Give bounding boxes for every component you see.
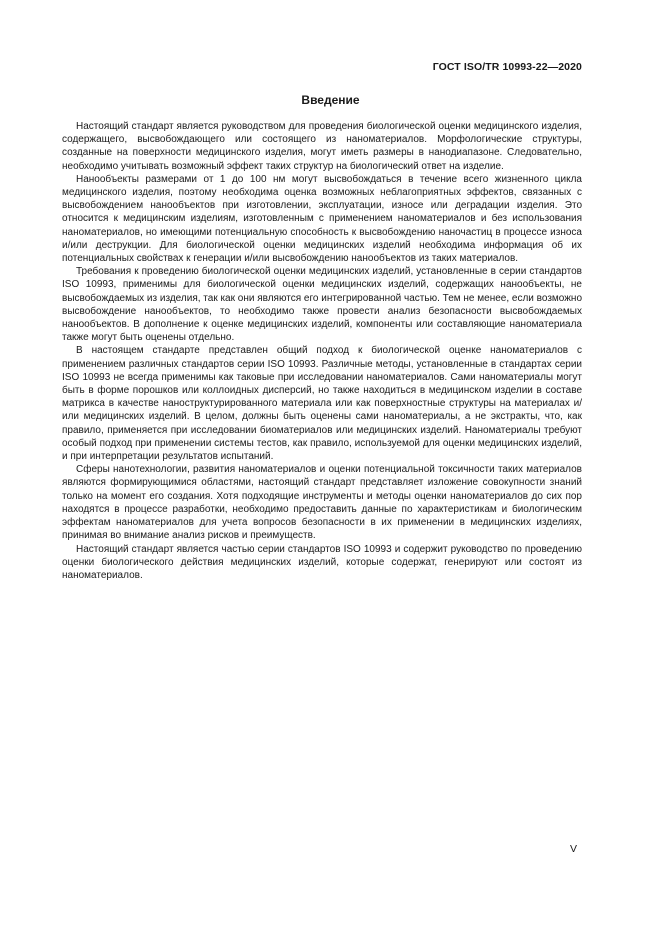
paragraph: Настоящий стандарт является частью серии стандартов ISO 10993 и содержит руководство по проведению оценки биологического действия медицинских изделий, которые содержат, генерируют или состоят из наноматериалов. bbox=[62, 543, 582, 581]
paragraph: Сферы нанотехнологии, развития наноматериалов и оценки потенциальной токсичности таких материалов являются формирующимися областями, настоящий стандарт представляет изложение совокупности знаний только на момент его создания. Хотя подходящие инструменты и методы оценки наноматериалов до сих пор находятся в процессе разработки, необходимо предоставить данные по характеристикам и биологическим эффектам наноматериалов для учета вопросов безопасности в их применении в медицинских изделиях, принимая во внимание анализ рисков и преимуществ. bbox=[62, 464, 582, 542]
page-number: V bbox=[569, 843, 577, 855]
paragraph: Нанообъекты размерами от 1 до 100 нм могут высвобождаться в течение всего жизненного цикла медицинского изделия, поэтому необходима оценка возможных неблагоприятных эффектов, связанных с высвобождением нанообъектов при изготовлении, эксплуатации, износе или деградации изделия. Это относится к медицинским изделиям, изготовленным с применением наноматериалов и без использования наноматериалов, но имеющими потенциальную способность к высвобождению наночастиц в процессе износа и/или деструкции. Для биологической оценки медицинских изделий необходима информация об их потенциальных свойствах к генерации и/или высвобождению нанообъектов из таких материалов. bbox=[62, 173, 582, 265]
paragraph: В настоящем стандарте представлен общий подход к биологической оценке наноматериалов с применением различных стандартов серии ISO 10993. Различные методы, установленные в стандартах серии ISO 10993 не всегда применимы как таковые при исследовании наноматериалов. Сами наноматериалы могут быть в форме порошков или коллоидных дисперсий, но также находиться в медицинском изделии в составе матрикса в качестве наноструктурированного материала или как поверхностные структуры на материалах и/или медицинских изделий. В целом, должны быть оценены сами наноматериалы, а не экстракты, что, как правило, применяется при исследовании биоматериалов или медицинских изделий. Наноматериалы требуют особый подход при применении системы тестов, как правило, используемой для оценки медицинских изделий, и при интерпретации результатов испытаний. bbox=[62, 345, 582, 463]
paragraph: Требования к проведению биологической оценки медицинских изделий, установленные в серии стандартов ISO 10993, применимы для биологической оценки медицинских изделий, содержащих нанообъекты, не высвобождаемых из изделия, так как они являются его интегрированной частью. Тем не менее, если возможно высвобождение нанообъектов, то необходимо также провести анализ безопасности высвобождаемых нанообъектов. В дополнение к оценке медицинских изделий, компоненты или составляющие наноматериала также могут быть оценены отдельно. bbox=[62, 266, 583, 344]
body-text bbox=[62, 120, 582, 582]
section-title: Введение bbox=[301, 93, 360, 107]
paragraph: Настоящий стандарт является руководством для проведения биологической оценки медицинского изделия, содержащего, высвобождающего или состоящего из наноматериалов. Морфологические структуры, созданные на поверхности медицинского изделия, могут иметь размеры в нанодиапазоне. Следовательно, необходимо учитывать возможный эффект таких структур на биологический ответ на изделие. bbox=[62, 121, 582, 172]
standard-code-header: ГОСТ ISO/TR 10993-22—2020 bbox=[432, 61, 582, 73]
